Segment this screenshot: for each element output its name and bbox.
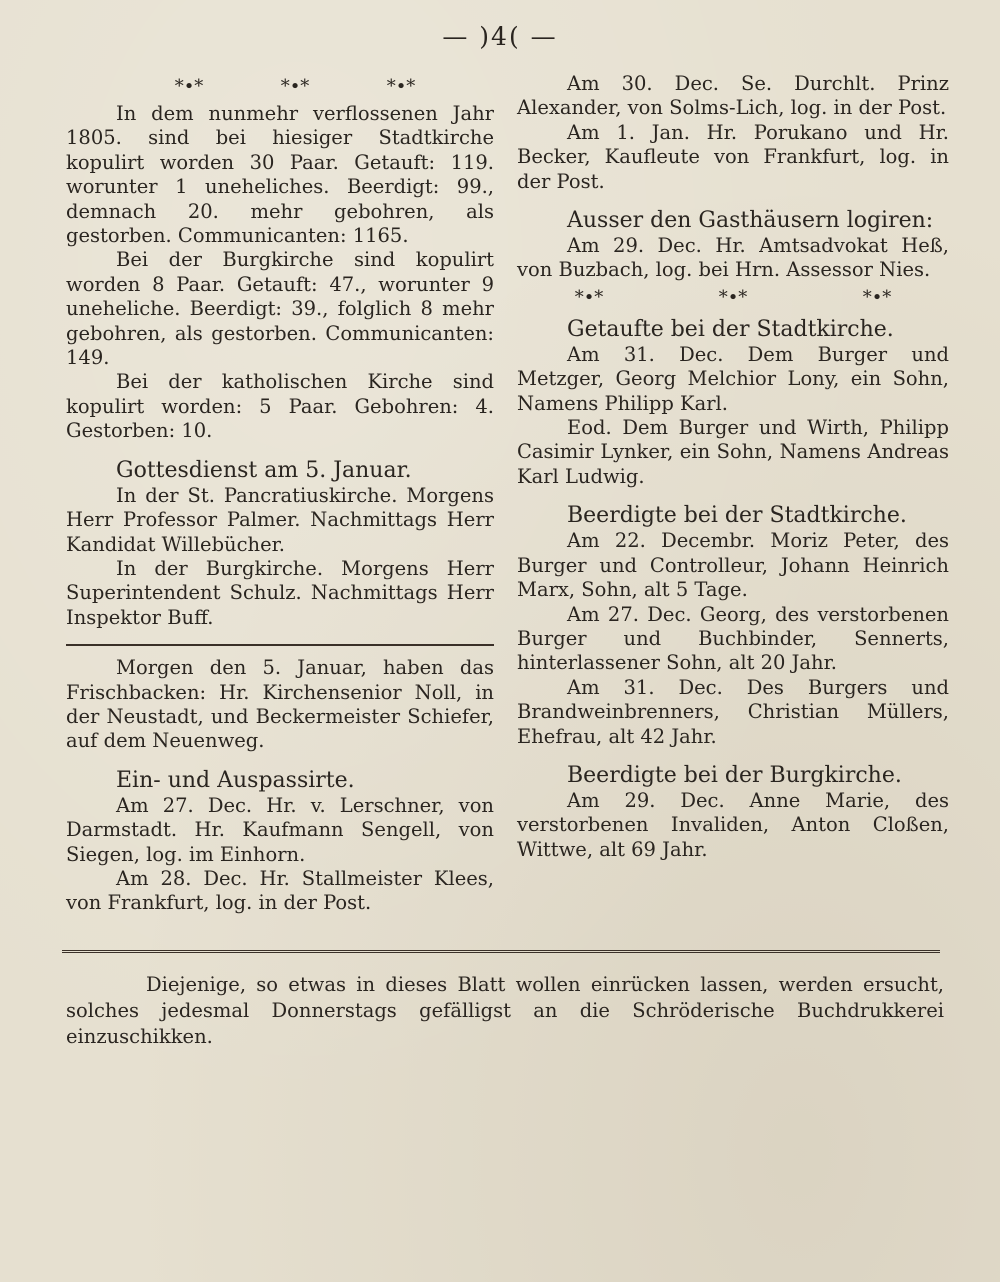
heading-lodging: Ausser den Gasthäusern logiren:: [567, 208, 934, 234]
paragraph-travel-28: Am 28. Dec. Hr. Stallmeister Klees, von Frankfurt, log. in der Post.: [66, 866, 494, 915]
paragraph-burgkirche-service: In der Burgkirche. Morgens Herr Superintendent Schulz. Nachmittags Herr Inspektor Buff.: [66, 556, 494, 629]
footer-divider: [62, 950, 940, 953]
paragraph-travel-1jan: Am 1. Jan. Hr. Porukano und Hr. Becker, Kaufleute von Frankfurt, log. in der Post.: [517, 120, 949, 193]
ornament-left: [66, 72, 494, 102]
asterism-icon: *•*: [718, 286, 748, 308]
asterism-icon: *•*: [574, 286, 604, 308]
paragraph-pancratius: In der St. Pancratiuskirche. Morgens Herr Professor Palmer. Nachmittags Herr Kandidat Willebücher.: [66, 483, 494, 556]
heading-buried-stadtkirche: Beerdigte bei der Stadtkirche.: [567, 503, 907, 529]
paragraph-bakers: Morgen den 5. Januar, haben das Frischbacken: Hr. Kirchensenior Noll, in der Neustadt, und Beckermeister Schiefer, auf dem Neuenweg.: [66, 656, 494, 753]
heading-travellers: Ein- und Auspassirte.: [116, 767, 355, 793]
paragraph-catholic-stats: Bei der katholischen Kirche sind kopulirt worden: 5 Paar. Gebohren: 4. Gestorben: 10.: [66, 370, 494, 443]
heading-service: Gottesdienst am 5. Januar.: [116, 457, 412, 483]
asterism-icon: *•*: [862, 286, 892, 308]
paragraph-burial-mueller: Am 31. Dec. Des Burgers und Brandweinbrenners, Christian Müllers, Ehefrau, alt 42 Jahr.: [517, 675, 949, 748]
paragraph-burgkirche-stats: Bei der Burgkirche sind kopulirt worden 8 Paar. Getauft: 47., worunter 9 uneheliche. Beerdigt: 39., folglich 8 mehr gebohren, als gestorben. Communicanten: 149.: [66, 248, 494, 370]
right-column: [517, 72, 949, 862]
paragraph-baptism-lony: Am 31. Dec. Dem Burger und Metzger, Georg Melchior Lony, ein Sohn, Namens Philipp Karl.: [517, 342, 949, 415]
paragraph-stadtkirche-stats: In dem nunmehr verflossenen Jahr 1805. sind bei hiesiger Stadtkirche kopulirt worden 30 Paar. Getauft: 119. worunter 1 uneheliches. Beerdigt: 99., demnach 20. mehr gebohren, als gestorben. Communicanten: 1165.: [66, 102, 494, 248]
paragraph-baptism-lynker: Eod. Dem Burger und Wirth, Philipp Casimir Lynker, ein Sohn, Namens Andreas Karl Ludwig.: [517, 416, 949, 488]
column-divider: [66, 644, 494, 646]
page-number: — )4( —: [442, 22, 558, 51]
heading-buried-burgkirche: Beerdigte bei der Burgkirche.: [567, 762, 902, 788]
paragraph-travel-27: Am 27. Dec. Hr. v. Lerschner, von Darmstadt. Hr. Kaufmann Sengell, von Siegen, log. im Einhorn.: [66, 793, 494, 866]
paragraph-burial-marx: Am 22. Decembr. Moriz Peter, des Burger und Controlleur, Johann Heinrich Marx, Sohn, alt 5 Tage.: [517, 529, 949, 602]
asterism-icon: *•*: [386, 76, 416, 97]
footer-notice-block: [66, 972, 944, 1050]
ornament-right: [517, 283, 949, 313]
footer-notice: Diejenige, so etwas in dieses Blatt wollen einrücken lassen, werden ersucht, solches jedesmal Donnerstags gefälligst an die Schröderische Buchdrukkerei einzuschikken.: [66, 973, 944, 1048]
paragraph-lodging: Am 29. Dec. Hr. Amtsadvokat Heß, von Buzbach, log. bei Hrn. Assessor Nies.: [517, 234, 949, 282]
asterism-icon: *•*: [174, 76, 204, 97]
heading-baptized: Getaufte bei der Stadtkirche.: [567, 316, 894, 342]
paragraph-travel-30: Am 30. Dec. Se. Durchlt. Prinz Alexander, von Solms-Lich, log. in der Post.: [517, 72, 949, 120]
left-column: [66, 72, 494, 916]
paragraph-burial-closs: Am 29. Dec. Anne Marie, des verstorbenen Invaliden, Anton Cloßen, Wittwe, alt 69 Jahr.: [517, 788, 949, 861]
asterism-icon: *•*: [280, 76, 310, 97]
paragraph-burial-sennert: Am 27. Dec. Georg, des verstorbenen Burger und Buchbinder, Sennerts, hinterlassener Sohn, alt 20 Jahr.: [517, 602, 949, 675]
